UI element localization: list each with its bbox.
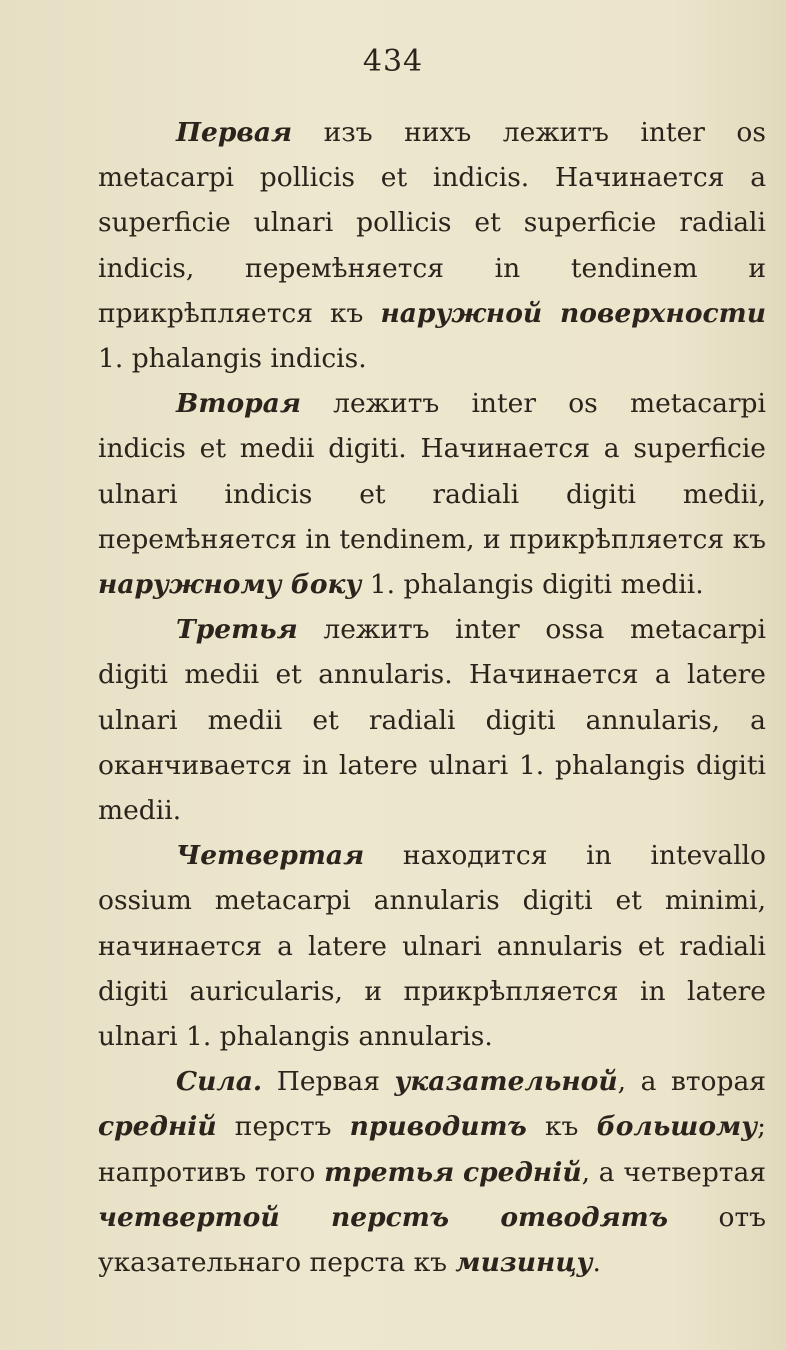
paragraph-second [98,381,766,607]
force-text: , а четвертая [581,1156,766,1188]
force-emphasis: четвертой перстъ отводятъ [98,1201,668,1233]
force-emphasis: средній [462,1156,582,1188]
body-text [98,110,766,1285]
paragraph-text: лежитъ inter ossa metacarpi digiti medii et annularis. Начинается a latere ulnari medii et radiali digiti annularis, а оканчивается in latere ulnari 1. phalangis digiti medii. [98,614,766,827]
force-lead: Сила. [176,1066,263,1098]
paragraph-text: изъ нихъ лежитъ inter os metacarpi pollicis et indicis. Начинается a superficie ulnari pollicis et superficie radiali indicis, перемѣняется in tendinem и прикрѣпляется къ [98,117,766,329]
paragraph-text: находится in intevallo ossium metacarpi annularis digiti et minimi, начинается a latere ulnari annularis et radiali digiti auricularis, и прикрѣпляется in latere ulnari 1. phalangis annularis. [98,840,766,1053]
force-emphasis: указательной [394,1066,618,1098]
force-text: Первая [262,1066,395,1098]
force-text: . [592,1247,601,1279]
force-text: перстъ [216,1111,350,1143]
force-text: къ [526,1111,597,1143]
paragraph-tail: 1. phalangis digiti medii. [361,569,704,601]
paragraph-lead: Четвертая [176,840,365,872]
paragraph-emphasis: наружной поверхности [380,297,766,329]
paragraph-third [98,607,766,833]
paragraph-tail: 1. phalangis indicis. [98,343,367,375]
force-emphasis: средній [98,1111,217,1143]
force-emphasis: большому [596,1111,758,1143]
force-emphasis: третья [324,1156,455,1188]
paragraph-lead: Первая [176,117,293,148]
force-text: отъ указательнаго перста къ [98,1201,766,1279]
paragraph-first [98,110,766,381]
page-number: 434 [362,44,424,79]
force-text [454,1157,463,1188]
force-emphasis: приводитъ [349,1111,527,1143]
force-emphasis: мизинцу [455,1247,593,1279]
force-text: , а вторая [617,1066,766,1098]
paragraph-lead: Третья [176,614,298,646]
paragraph-lead: Вторая [176,388,301,420]
paragraph-text: лежитъ inter os metacarpi indicis et medii digiti. Начинается a superficie ulnari indicis et radiali digiti medii, перемѣняется in tendinem, и прикрѣпляется къ [98,388,766,555]
paragraph-fourth [98,833,766,1059]
force-text: ; напротивъ того [98,1111,766,1188]
paragraph-emphasis: наружному боку [98,569,362,601]
paragraph-force [98,1059,766,1285]
